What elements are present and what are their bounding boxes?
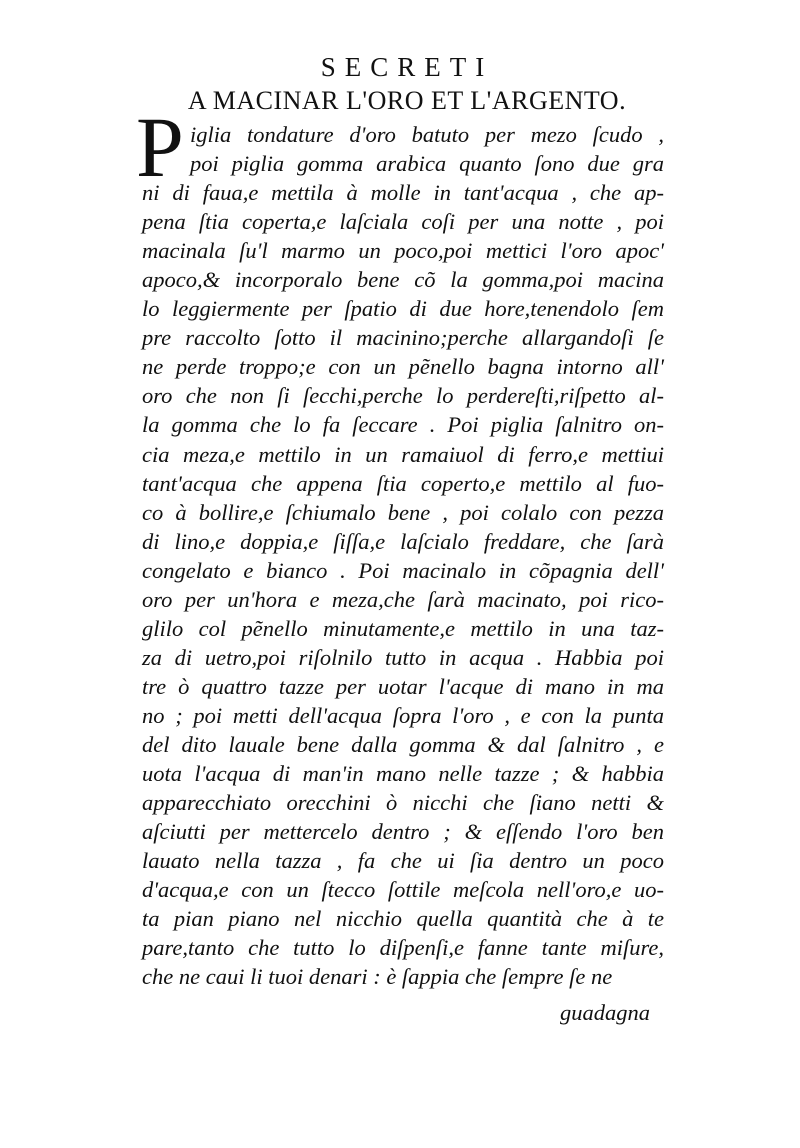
text-line: macinala ſu'l marmo un poco,poi mettici l'oro apoc' [142, 238, 664, 264]
text-line: cia meza,e mettilo in un ramaiuol di ferro,e mettiui [142, 441, 664, 467]
text-line: pare,tanto che tutto lo diſpenſi,e fanne tante miſure, [142, 935, 664, 961]
text-line: tant'acqua che appena ſtia coperto,e mettilo al fuo- [142, 470, 664, 496]
text-line: co à bollire,e ſchiumalo bene , poi colalo con pezza [142, 499, 664, 525]
text-line: la gomma che lo fa ſeccare . Poi piglia ſalnitro on- [142, 412, 664, 438]
drop-cap-initial: P [136, 99, 184, 195]
text-line: congelato e bianco . Poi macinalo in cõpagnia dell' [142, 557, 664, 583]
text-line: no ; poi metti dell'acqua ſopra l'oro , e con la punta [142, 702, 664, 728]
text-line: di lino,e doppia,e ſiſſa,e laſcialo freddare, che ſarà [142, 528, 664, 554]
text-line: ne perde troppo;e con un pẽnello bagna intorno all' [142, 354, 664, 380]
running-head: SECRETI [320, 52, 494, 82]
text-line: ta pian piano nel nicchio quella quantità che à te [142, 906, 664, 932]
text-line: apoco,& incorporalo bene cõ la gomma,poi macina [142, 267, 664, 293]
text-line: za di uetro,poi riſolnilo tutto in acqua . Habbia poi [142, 644, 664, 670]
text-line: tre ò quattro tazze per uotar l'acque di mano in ma [142, 673, 664, 699]
text-line: del dito lauale bene dalla gomma & dal ſalnitro , e [142, 731, 664, 757]
text-line: pre raccolto ſotto il macinino;perche allargandoſi ſe [142, 325, 664, 351]
catchword: guadagna [560, 1000, 650, 1025]
text-line: apparecchiato orecchini ò nicchi che ſiano netti & [142, 790, 664, 816]
chapter-title: A MACINAR L'ORO ET L'ARGENTO. [187, 86, 627, 115]
text-line: che ne caui li tuoi denari : è ſappia che ſempre ſe ne [142, 964, 613, 990]
text-line: lo leggiermente per ſpatio di due hore,tenendolo ſem [142, 296, 664, 322]
text-line: aſciutti per mettercelo dentro ; & eſſendo l'oro ben [142, 819, 664, 845]
text-line: lauato nella tazza , fa che ui ſia dentro un poco [142, 848, 664, 874]
text-line: poi piglia gomma arabica quanto ſono due gra [190, 151, 664, 177]
text-line: d'acqua,e con un ſtecco ſottile meſcola nell'oro,e uo- [142, 877, 664, 903]
text-line: glilo col pẽnello minutamente,e mettilo in una taz- [142, 615, 664, 641]
body-text [142, 120, 664, 991]
text-line: oro che non ſi ſecchi,perche lo perdereſti,riſpetto al- [142, 383, 664, 409]
text-line: iglia tondature d'oro batuto per mezo ſcudo , [190, 122, 664, 147]
text-line: oro per un'hora e meza,che ſarà macinato, poi rico- [142, 586, 664, 612]
text-line: pena ſtia coperta,e laſciala coſi per una notte , poi [142, 209, 664, 235]
text-line: uota l'acqua di man'in mano nelle tazze ; & habbia [142, 761, 664, 787]
text-line: ni di faua,e mettila à molle in tant'acqua , che ap- [142, 180, 664, 206]
